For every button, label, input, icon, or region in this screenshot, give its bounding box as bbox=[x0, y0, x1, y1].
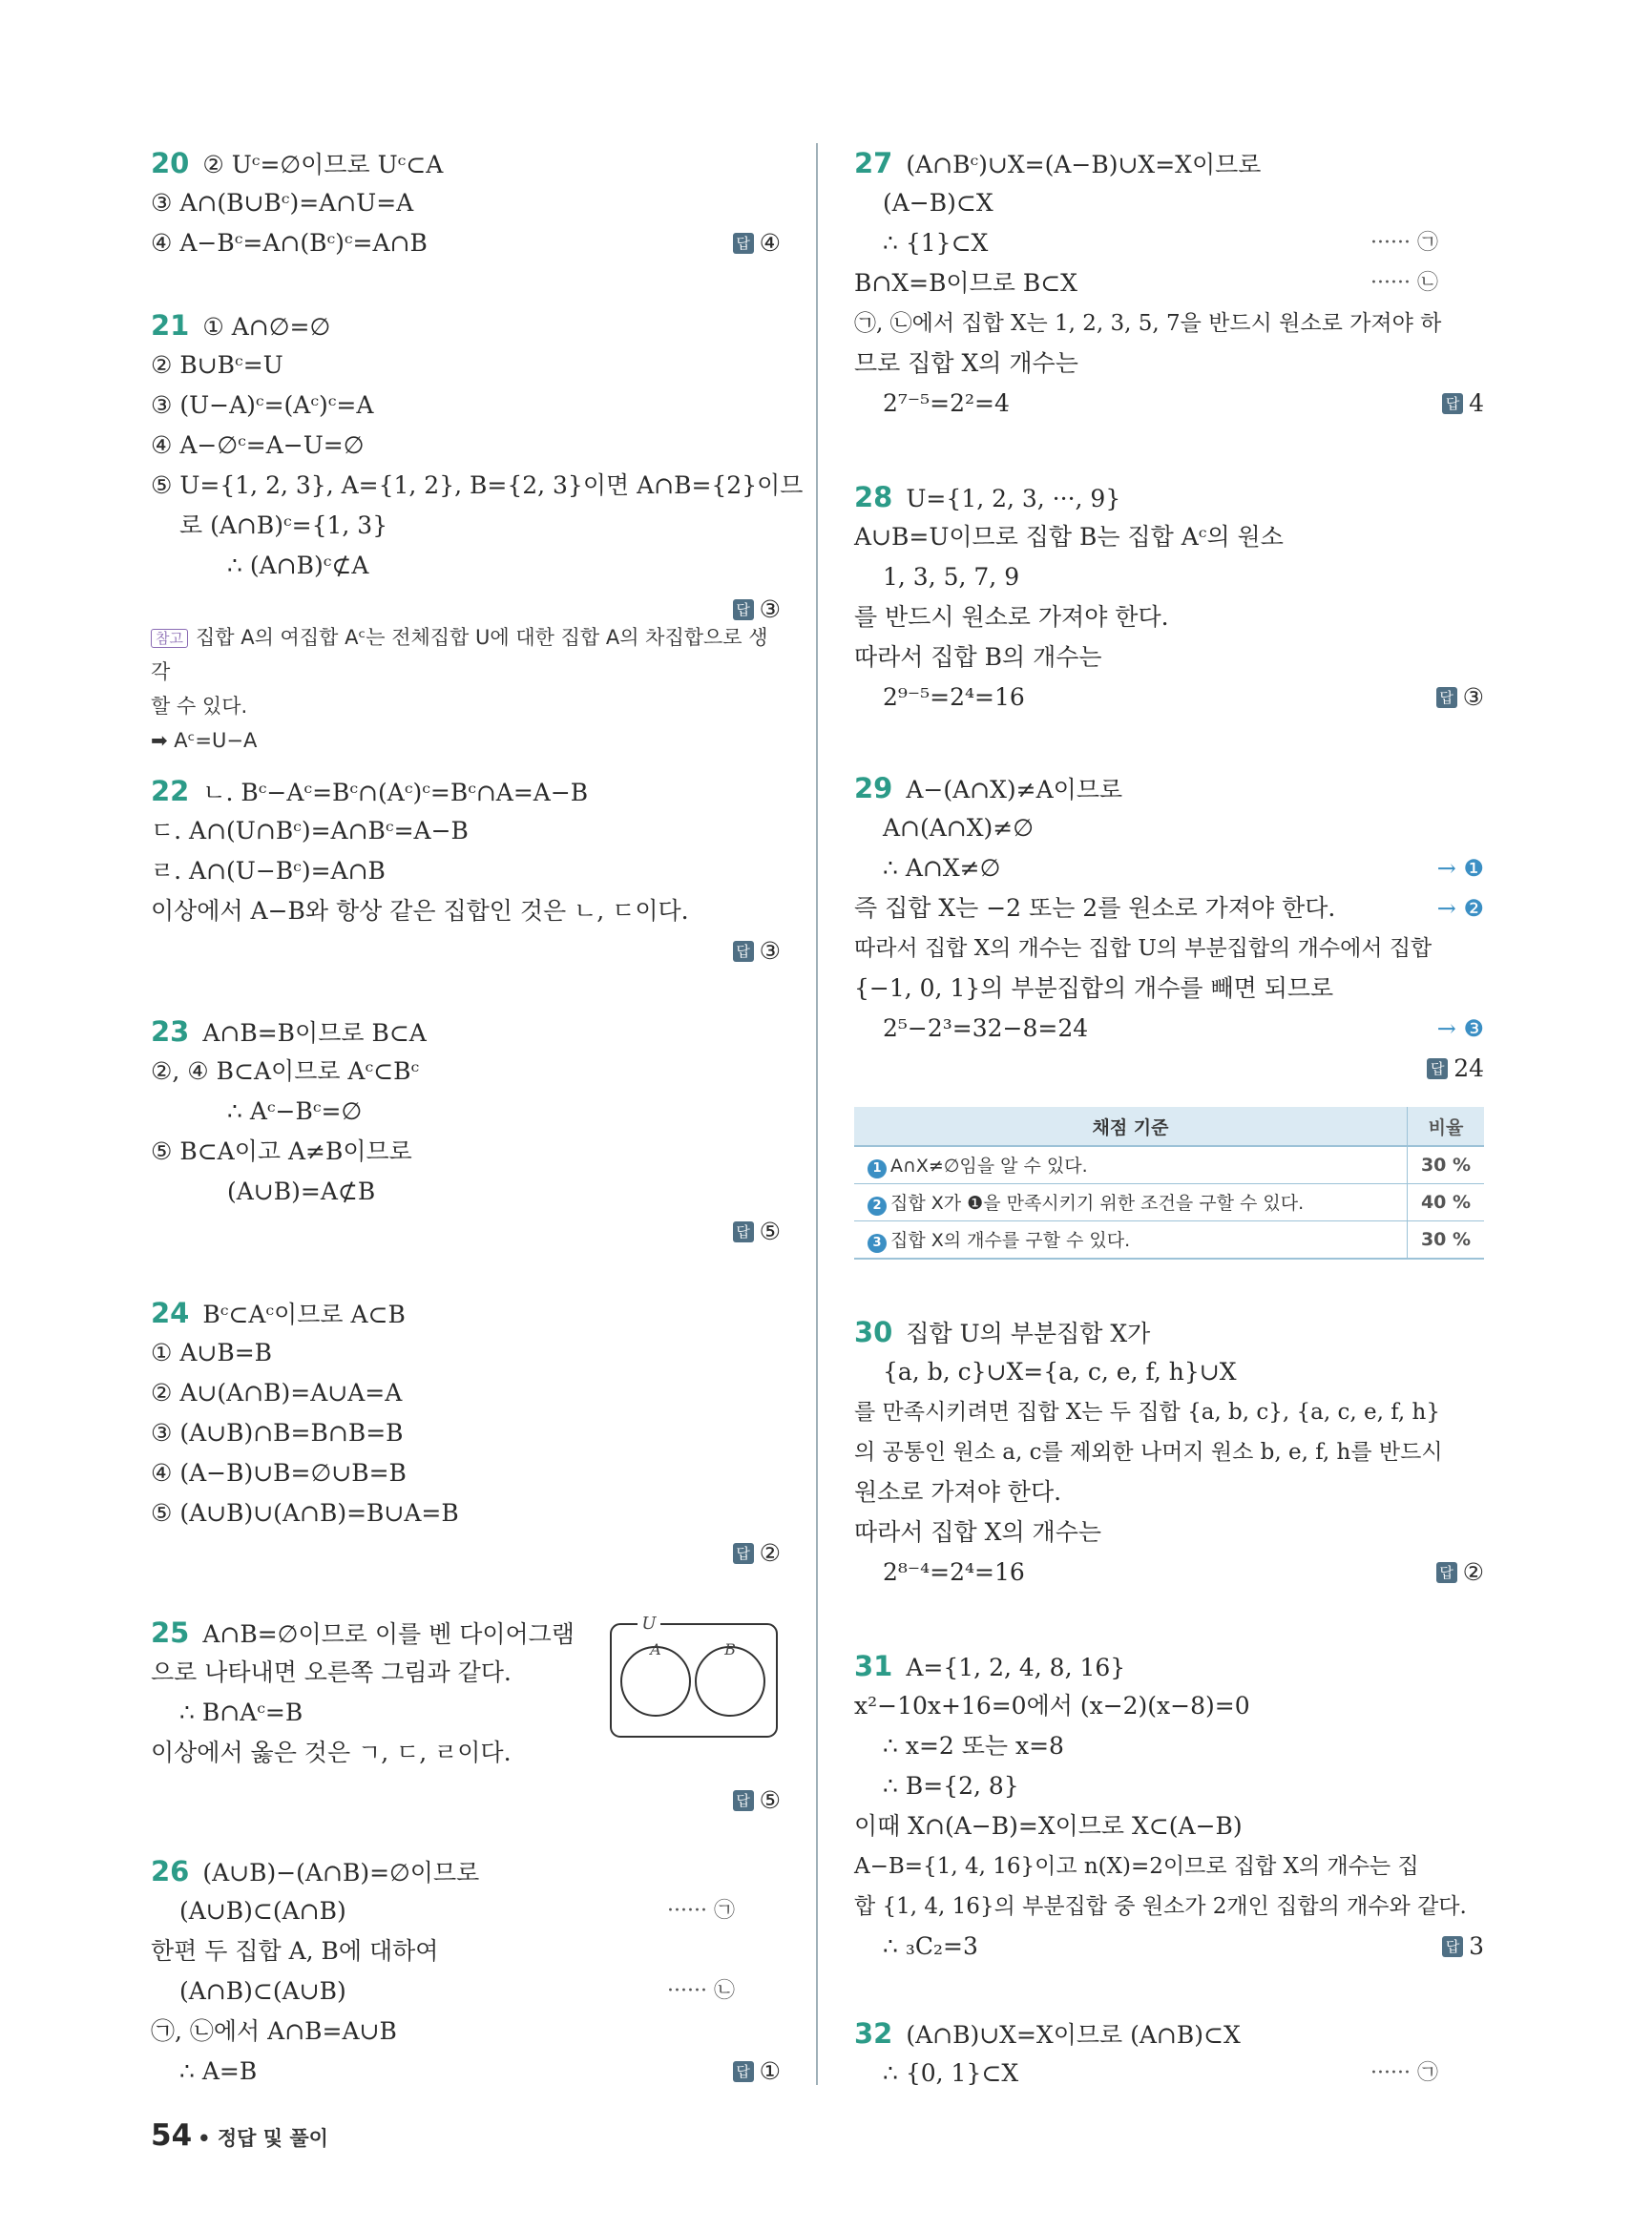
solution-line: ④ A−Bᶜ=A∩(Bᶜ)ᶜ=A∩B bbox=[151, 229, 428, 257]
solution-line: A∪B=U이므로 집합 B는 집합 Aᶜ의 원소 bbox=[854, 523, 1284, 551]
answer-value: ⑤ bbox=[759, 1218, 781, 1245]
solution-line: 따라서 집합 X의 개수는 집합 U의 부분집합의 개수에서 집합 bbox=[854, 936, 1432, 961]
solution-line: 2⁸⁻⁴=2⁴=16 bbox=[883, 1558, 1025, 1586]
solution-line: 이때 X∩(A−B)=X이므로 X⊂(A−B) bbox=[854, 1812, 1243, 1840]
answer bbox=[1442, 1927, 1484, 1967]
column-divider bbox=[816, 143, 818, 2085]
problem-23 bbox=[151, 1011, 781, 1252]
answer-value: ⑤ bbox=[759, 1786, 781, 1814]
criteria-text: 집합 X의 개수를 구할 수 있다. bbox=[890, 1230, 1131, 1251]
note-text: ➡ Aᶜ=U−A bbox=[151, 729, 258, 752]
answer-icon: 답 bbox=[733, 1221, 754, 1242]
answer-value: 4 bbox=[1469, 389, 1484, 417]
equation-mark: ······ ㉡ bbox=[667, 1979, 735, 2003]
solution-line: ⑤ U={1, 2, 3}, A={1, 2}, B={2, 3}이면 A∩B={2}이므 bbox=[151, 471, 804, 499]
solution-line: ∴ A∩X≠∅ bbox=[883, 854, 1001, 882]
solution-line: 1, 3, 5, 7, 9 bbox=[883, 563, 1020, 591]
problem-number: 30 bbox=[854, 1316, 893, 1348]
footer-label: • 정답 및 풀이 bbox=[198, 2127, 328, 2150]
solution-line: ③ (U−A)ᶜ=(Aᶜ)ᶜ=A bbox=[151, 391, 374, 419]
solution-line: (A∩Bᶜ)∪X=(A−B)∪X=X이므로 bbox=[906, 151, 1262, 178]
answer-icon: 답 bbox=[1436, 687, 1457, 708]
solution-line: (A∩B)∪X=X이므로 (A∩B)⊂X bbox=[906, 2021, 1241, 2049]
solution-line: A−B={1, 4, 16}이고 n(X)=2이므로 집합 X의 개수는 집 bbox=[854, 1854, 1419, 1879]
equation-mark: ······ ㉠ bbox=[667, 1899, 735, 1923]
answer-icon: 답 bbox=[1442, 393, 1463, 414]
solution-line: ㉠, ㉡에서 집합 X는 1, 2, 3, 5, 7을 반드시 원소로 가져야 하 bbox=[854, 311, 1442, 336]
solution-line: (A∪B)⊂(A∩B) bbox=[179, 1897, 346, 1925]
problem-30 bbox=[854, 1312, 1484, 1593]
solution-line: ㄹ. A∩(U−Bᶜ)=A∩B bbox=[151, 857, 386, 885]
ratio-value: 30 % bbox=[1408, 1146, 1485, 1184]
solution-line: x²−10x+16=0에서 (x−2)(x−8)=0 bbox=[854, 1692, 1250, 1720]
solution-line: ∴ B∩Aᶜ=B bbox=[179, 1699, 303, 1726]
problem-number: 21 bbox=[151, 309, 190, 342]
answer-icon: 답 bbox=[1442, 1936, 1463, 1957]
page-footer bbox=[151, 2118, 328, 2153]
solution-line: ∴ {1}⊂X bbox=[883, 229, 989, 257]
solution-line: (A−B)⊂X bbox=[883, 189, 993, 217]
problem-24 bbox=[151, 1293, 781, 1574]
solution-line: ② Uᶜ=∅이므로 Uᶜ⊂A bbox=[202, 151, 444, 178]
answer-value: ① bbox=[759, 2057, 781, 2085]
solution-line: (A∪B)=A⊄B bbox=[227, 1178, 376, 1205]
set-b-label: B bbox=[724, 1640, 736, 1658]
problem-22 bbox=[151, 771, 781, 971]
step-circle: 2 bbox=[868, 1197, 887, 1216]
solution-line: 의 공통인 원소 a, c를 제외한 나머지 원소 b, e, f, h를 반드시 bbox=[854, 1440, 1443, 1465]
problem-number: 27 bbox=[854, 147, 893, 179]
step-circle: 3 bbox=[868, 1234, 887, 1253]
solution-line: Bᶜ⊂Aᶜ이므로 A⊂B bbox=[202, 1301, 406, 1328]
problem-number: 29 bbox=[854, 772, 893, 804]
solution-line: 이상에서 옳은 것은 ㄱ, ㄷ, ㄹ이다. bbox=[151, 1739, 512, 1766]
problem-26 bbox=[151, 1851, 781, 2092]
table-row bbox=[854, 1221, 1484, 1260]
table-header-ratio: 비율 bbox=[1408, 1107, 1485, 1146]
answer-value: ② bbox=[1462, 1558, 1484, 1586]
universe-label: U bbox=[641, 1614, 657, 1634]
solution-line: ③ A∩(B∪Bᶜ)=A∩U=A bbox=[151, 189, 414, 217]
note-text: 집합 A의 여집합 Aᶜ는 전체집합 U에 대한 집합 A의 차집합으로 생각 bbox=[151, 626, 768, 683]
solution-line: 따라서 집합 B의 개수는 bbox=[854, 643, 1102, 671]
answer-value: 3 bbox=[1469, 1932, 1484, 1960]
solution-line: 이상에서 A−B와 항상 같은 집합인 것은 ㄴ, ㄷ이다. bbox=[151, 897, 689, 925]
solution-line: ④ A−∅ᶜ=A−U=∅ bbox=[151, 431, 365, 459]
solution-line: 로 (A∩B)ᶜ={1, 3} bbox=[179, 511, 388, 539]
ratio-value: 30 % bbox=[1408, 1221, 1485, 1260]
solution-line: 를 만족시키려면 집합 X는 두 집합 {a, b, c}, {a, c, e, f, h} bbox=[854, 1400, 1440, 1425]
solution-line: ② A∪(A∩B)=A∪A=A bbox=[151, 1379, 403, 1407]
solution-line: {a, b, c}∪X={a, c, e, f, h}∪X bbox=[883, 1358, 1237, 1386]
answer-icon: 답 bbox=[733, 941, 754, 962]
solution-line: ∴ {0, 1}⊂X bbox=[883, 2059, 1019, 2087]
problem-number: 28 bbox=[854, 481, 893, 513]
problem-number: 25 bbox=[151, 1616, 190, 1649]
problem-21 bbox=[151, 305, 804, 758]
criteria-text: A∩X≠∅임을 알 수 있다. bbox=[890, 1156, 1088, 1177]
answer-value: ③ bbox=[759, 937, 781, 965]
solution-line: 2⁹⁻⁵=2⁴=16 bbox=[883, 683, 1025, 711]
solution-line: {−1, 0, 1}의 부분집합의 개수를 빼면 되므로 bbox=[854, 974, 1334, 1002]
solution-line: A∩B=B이므로 B⊂A bbox=[202, 1019, 427, 1047]
problem-number: 26 bbox=[151, 1855, 190, 1887]
problem-29 bbox=[854, 768, 1484, 1089]
solution-line: ∴ B={2, 8} bbox=[883, 1772, 1019, 1800]
solution-line: 를 반드시 원소로 가져야 한다. bbox=[854, 603, 1169, 631]
solution-line: ∴ x=2 또는 x=8 bbox=[883, 1732, 1064, 1760]
solution-line: 원소로 가져야 한다. bbox=[854, 1478, 1062, 1506]
equation-mark: ······ ㉡ bbox=[1370, 271, 1438, 295]
solution-line: 2⁷⁻⁵=2²=4 bbox=[883, 389, 1010, 417]
problem-number: 22 bbox=[151, 775, 190, 807]
answer bbox=[733, 223, 781, 263]
answer bbox=[1427, 1049, 1484, 1089]
solution-line: A−(A∩X)≠A이므로 bbox=[906, 776, 1123, 803]
solution-line: A∩(A∩X)≠∅ bbox=[883, 814, 1035, 842]
answer-icon: 답 bbox=[733, 1543, 754, 1564]
solution-line: ㄴ. Bᶜ−Aᶜ=Bᶜ∩(Aᶜ)ᶜ=Bᶜ∩A=A−B bbox=[202, 779, 589, 806]
reference-note bbox=[151, 620, 781, 758]
solution-line: ④ (A−B)∪B=∅∪B=B bbox=[151, 1459, 407, 1487]
answer-value: 24 bbox=[1453, 1054, 1484, 1082]
solution-line: ① A∪B=B bbox=[151, 1339, 273, 1366]
table-header-criteria: 채점 기준 bbox=[854, 1107, 1408, 1146]
answer bbox=[733, 1533, 781, 1574]
solution-line: ∴ Aᶜ−Bᶜ=∅ bbox=[227, 1097, 363, 1125]
universe-box bbox=[611, 1624, 777, 1737]
step-marker-3: → ❸ bbox=[1436, 1015, 1484, 1042]
problem-25 bbox=[151, 1613, 781, 1821]
problem-number: 20 bbox=[151, 147, 190, 179]
answer-icon: 답 bbox=[733, 233, 754, 254]
answer bbox=[733, 590, 781, 630]
solution-line: ② B∪Bᶜ=U bbox=[151, 351, 283, 379]
answer-value: ③ bbox=[759, 595, 781, 623]
answer bbox=[733, 1212, 781, 1252]
answer-icon: 답 bbox=[1427, 1058, 1448, 1079]
problem-number: 32 bbox=[854, 2017, 893, 2050]
problem-32 bbox=[854, 2013, 1484, 2094]
answer-value: ② bbox=[759, 1539, 781, 1567]
answer bbox=[1436, 1553, 1484, 1593]
problem-number: 24 bbox=[151, 1297, 190, 1329]
solution-line: 즉 집합 X는 −2 또는 2를 원소로 가져야 한다. bbox=[854, 894, 1336, 922]
solution-line: ① A∩∅=∅ bbox=[202, 313, 331, 341]
problem-27 bbox=[854, 143, 1484, 424]
solution-line: 으로 나타내면 오른쪽 그림과 같다. bbox=[151, 1658, 512, 1686]
step-circle: 1 bbox=[868, 1159, 887, 1178]
problem-31 bbox=[854, 1646, 1484, 1967]
solution-line: ∴ (A∩B)ᶜ⊄A bbox=[227, 552, 369, 579]
solution-line: A∩B=∅이므로 이를 벤 다이어그램 bbox=[202, 1620, 575, 1648]
answer-icon: 답 bbox=[733, 2061, 754, 2082]
answer bbox=[733, 2052, 781, 2092]
answer-value: ③ bbox=[1462, 683, 1484, 711]
answer-icon: 답 bbox=[733, 1790, 754, 1811]
answer-value: ④ bbox=[759, 229, 781, 257]
answer bbox=[733, 1781, 781, 1821]
page-number: 54 bbox=[151, 2118, 193, 2153]
solution-line: (A∩B)⊂(A∪B) bbox=[179, 1977, 346, 2005]
solution-line: ∴ A=B bbox=[179, 2057, 258, 2085]
problem-20 bbox=[151, 143, 781, 263]
solution-line: 집합 U의 부분집합 X가 bbox=[906, 1320, 1151, 1347]
solution-line: ②, ④ B⊂A이므로 Aᶜ⊂Bᶜ bbox=[151, 1057, 420, 1085]
solution-line: ⑤ B⊂A이고 A≠B이므로 bbox=[151, 1137, 412, 1165]
solution-line: A={1, 2, 4, 8, 16} bbox=[906, 1654, 1126, 1681]
solution-line: U={1, 2, 3, ···, 9} bbox=[906, 485, 1121, 512]
criteria-text: 집합 X가 ❶을 만족시키기 위한 조건을 구할 수 있다. bbox=[890, 1193, 1305, 1214]
answer-icon: 답 bbox=[733, 599, 754, 620]
solution-line: B∩X=B이므로 B⊂X bbox=[854, 269, 1077, 297]
note-tag: 참고 bbox=[151, 629, 188, 648]
problem-number: 23 bbox=[151, 1015, 190, 1048]
answer-icon: 답 bbox=[1436, 1562, 1457, 1583]
solution-line: 따라서 집합 X의 개수는 bbox=[854, 1518, 1101, 1546]
solution-line: ③ (A∪B)∩B=B∩B=B bbox=[151, 1419, 404, 1447]
equation-mark: ······ ㉠ bbox=[1370, 2061, 1438, 2085]
step-marker-2: → ❷ bbox=[1436, 895, 1484, 922]
solution-line: ㉠, ㉡에서 A∩B=A∪B bbox=[151, 2017, 397, 2045]
solution-line: 한편 두 집합 A, B에 대하여 bbox=[151, 1937, 439, 1965]
problem-number: 31 bbox=[854, 1650, 893, 1682]
table-row bbox=[854, 1146, 1484, 1184]
answer bbox=[1436, 678, 1484, 718]
solution-line: ∴ ₃C₂=3 bbox=[883, 1932, 978, 1960]
problem-28 bbox=[854, 477, 1484, 718]
note-text: 할 수 있다. bbox=[151, 695, 248, 718]
venn-diagram bbox=[609, 1613, 781, 1741]
ratio-value: 40 % bbox=[1408, 1184, 1485, 1221]
answer bbox=[733, 931, 781, 971]
scoring-table bbox=[854, 1107, 1484, 1260]
solution-line: 합 {1, 4, 16}의 부분집합 중 원소가 2개인 집합의 개수와 같다. bbox=[854, 1894, 1467, 1919]
equation-mark: ······ ㉠ bbox=[1370, 231, 1438, 255]
solution-line: ㄷ. A∩(U∩Bᶜ)=A∩Bᶜ=A−B bbox=[151, 817, 469, 844]
answer bbox=[1442, 384, 1484, 424]
set-a-label: A bbox=[650, 1640, 661, 1658]
solution-line: 므로 집합 X의 개수는 bbox=[854, 349, 1078, 377]
solution-line: ⑤ (A∪B)∪(A∩B)=B∪A=B bbox=[151, 1499, 459, 1527]
solution-line: (A∪B)−(A∩B)=∅이므로 bbox=[202, 1859, 480, 1887]
step-marker-1: → ❶ bbox=[1436, 855, 1484, 882]
solution-line: 2⁵−2³=32−8=24 bbox=[883, 1014, 1089, 1042]
table-row bbox=[854, 1184, 1484, 1221]
